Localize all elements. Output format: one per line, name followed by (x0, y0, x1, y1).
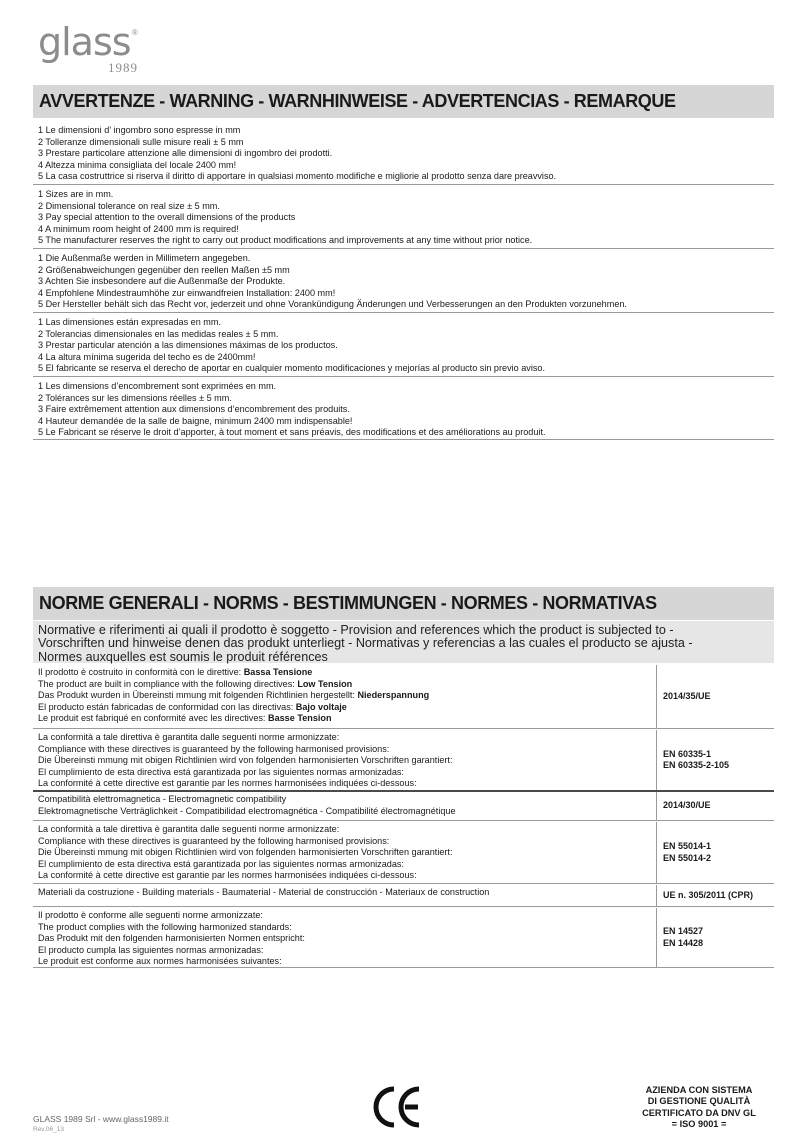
norms-description-cell (33, 665, 656, 728)
norms-line-text: La conformité à cette directive est garantie par les normes harmonisées indiquées ci-dessous: (38, 870, 417, 881)
warning-line: 3 Pay special attention to the overall dimensions of the products (38, 212, 296, 222)
norms-line (38, 702, 656, 714)
norms-line-directive: Bajo voltaje (295, 701, 347, 712)
norms-subtitle-line: Normative e riferimenti ai quali il prodotto è soggetto - Provision and references which the product is subjected to - (38, 623, 674, 637)
norms-line (38, 922, 656, 934)
norms-line (38, 755, 656, 767)
norms-line-text: Elektromagnetische Verträglichkeit - Compatibilidad electromagnética - Compatibilité électromagnétique (38, 805, 456, 816)
norms-line (38, 836, 656, 848)
quality-certification (624, 1085, 774, 1131)
norms-line-directive: Bassa Tensione (243, 667, 313, 677)
brand-logo (38, 20, 148, 75)
norms-table-row (33, 730, 774, 790)
norms-line-text: Il prodotto è costruito in conformità con le direttive: (38, 667, 244, 677)
warning-block (33, 249, 774, 313)
logo-word: glass (38, 20, 131, 64)
norms-table-row (33, 665, 774, 728)
norms-description-cell (33, 730, 656, 790)
warning-line: 5 Le Fabricant se réserve le droit d’apporter, à tout moment et sans préavis, des modifications et des améliorations au produit. (38, 427, 546, 437)
warning-line: 5 Der Hersteller behält sich das Recht vor, jederzeit und ohne Vorankündigung Änderungen und Verbesserungen an den Produkten vorzunehmen. (38, 299, 627, 309)
norms-line (38, 887, 656, 899)
norms-line-text: Compatibilità elettromagnetica - Electromagnetic compatibility (38, 794, 287, 804)
norms-line-text: La conformità a tale direttiva è garantita dalle seguenti norme armonizzate: (38, 732, 340, 742)
norms-title: NORME GENERALI - NORMS - BESTIMMUNGEN - NORMES - NORMATIVAS (33, 587, 774, 620)
warning-line: 3 Prestare particolare attenzione alle dimensioni di ingombro dei prodotti. (38, 148, 333, 158)
warning-line: 1 Las dimensiones están expresadas en mm. (38, 317, 221, 327)
norms-line-text: Il prodotto è conforme alle seguenti norme armonizzate: (38, 910, 263, 920)
norms-line-text: Die Übereinsti mmung mit obigen Richtlinien wird von folgenden harmonisierten Vorschriften garantiert: (38, 755, 453, 766)
warning-line: 3 Achten Sie insbesondere auf die Außenmaße der Produkte. (38, 276, 286, 286)
norms-subtitle-line: Normes auxquelles est soumis le produit références (38, 649, 328, 664)
norms-line-text: Die Übereinsti mmung mit obigen Richtlinien wird von folgenden harmonisierten Vorschriften garantiert: (38, 847, 453, 858)
norms-line (38, 945, 656, 957)
warning-line: 2 Größenabweichungen gegenüber den reellen Maßen ±5 mm (38, 264, 290, 275)
norms-reference: 2014/35/UE (663, 690, 711, 701)
norms-line (38, 933, 656, 945)
certification-line: AZIENDA CON SISTEMA (645, 1085, 753, 1095)
norms-table-row (33, 792, 774, 820)
norms-line-text: The product complies with the following harmonized standards: (38, 921, 292, 932)
norms-line (38, 690, 656, 702)
norms-subtitle (33, 621, 774, 663)
warning-line: 4 Empfohlene Mindestraumhöhe zur einwandfreien Installation: 2400 mm! (38, 287, 336, 298)
logo-registered-mark: ® (132, 28, 138, 37)
norms-line-text: El cumplimiento de esta directiva está garantizada por las siguientes normas armonizadas: (38, 858, 404, 869)
warning-line: 1 Die Außenmaße werden in Millimetern angegeben. (38, 253, 251, 263)
norms-reference-cell (656, 908, 774, 967)
norms-line-text: El producto cumpla las siguientes normas armonizadas: (38, 944, 264, 955)
norms-description-cell (33, 885, 656, 906)
norms-line (38, 847, 656, 859)
certification-line: CERTIFICATO DA DNV GL (642, 1107, 756, 1118)
norms-line (38, 744, 656, 756)
norms-line-text: Le produit est fabriqué en conformité avec les directives: (38, 713, 268, 724)
norms-reference: EN 55014-2 (663, 852, 712, 863)
norms-line-directive: Basse Tension (268, 713, 332, 724)
warning-line: 2 Tolérances sur les dimensions réelles ± 5 mm. (38, 392, 232, 403)
norms-description-cell (33, 908, 656, 967)
norms-description-cell (33, 792, 656, 820)
norms-table-row (33, 885, 774, 906)
norms-line (38, 713, 656, 725)
warning-line: 5 El fabricante se reserva el derecho de aportar en cualquier momento modificaciones y mejorías al producto sin previo aviso. (38, 363, 545, 373)
norms-line (38, 824, 656, 836)
row-divider (33, 820, 774, 821)
norms-line-text: El cumplimiento de esta directiva está garantizada por las siguientes normas armonizadas: (38, 766, 404, 777)
warning-line: 4 A minimum room height of 2400 mm is required! (38, 223, 239, 234)
norms-reference: EN 14527 (663, 926, 704, 936)
norms-line-text: Das Produkt wurden in Übereinsti mmung mit folgenden Richtlinien hergestellt: (38, 690, 358, 701)
norms-line (38, 794, 656, 806)
norms-subtitle-line: Vorschriften und hinweise denen das produkt unterliegt - Normativas y referencias a las cuales el producto se ajusta - (38, 636, 693, 651)
row-divider (33, 906, 774, 907)
warning-block (33, 185, 774, 249)
norms-line (38, 778, 656, 790)
norms-line (38, 806, 656, 818)
norms-line (38, 870, 656, 882)
norms-line (38, 767, 656, 779)
footer-company: GLASS 1989 Srl - www.glass1989.it (33, 1114, 169, 1124)
norms-line-directive: Low Tension (297, 678, 353, 689)
row-divider (33, 967, 774, 968)
warning-block (33, 313, 774, 377)
norms-line (38, 859, 656, 871)
norms-line-text: The product are built in compliance with the following directives: (38, 678, 298, 689)
certification-line: DI GESTIONE QUALITÀ (647, 1096, 751, 1107)
norms-reference: 2014/30/UE (663, 800, 711, 811)
warning-block (33, 377, 774, 440)
warning-line: 4 Altezza minima consigliata del locale 2400 mm! (38, 159, 237, 170)
warnings-title: AVVERTENZE - WARNING - WARNHINWEISE - ADVERTENCIAS - REMARQUE (33, 85, 774, 118)
norms-reference: EN 55014-1 (663, 841, 712, 851)
norms-line (38, 910, 656, 922)
norms-line-text: Le produit est conforme aux normes harmonisées suivantes: (38, 956, 282, 967)
warning-line: 2 Tolerancias dimensionales en las medidas reales ± 5 mm. (38, 328, 279, 339)
norms-line-text: El producto están fabricadas de conformidad con las directivas: (38, 701, 296, 712)
certification-line: = ISO 9001 = (671, 1119, 727, 1130)
ce-mark-icon (372, 1085, 424, 1129)
warning-line: 1 Le dimensioni d’ ingombro sono espresse in mm (38, 125, 241, 135)
warning-block (33, 121, 774, 185)
warning-line: 5 La casa costruttrice si riserva il diritto di apportare in qualsiasi momento modifiche e migliorie al prodotto senza dare preavviso. (38, 171, 557, 181)
norms-reference: EN 60335-2-105 (663, 760, 730, 770)
warning-line: 5 The manufacturer reserves the right to carry out product modifications and improvements at any time without prior notice. (38, 235, 533, 245)
norms-table-row (33, 908, 774, 967)
norms-line-text: Compliance with these directives is guaranteed by the following harmonised provisions: (38, 743, 390, 754)
norms-reference-cell (656, 792, 774, 820)
norms-line-text: La conformità a tale direttiva è garantita dalle seguenti norme armonizzate: (38, 824, 340, 834)
warning-line: 3 Faire extrêmement attention aux dimensions d’encombrement des produits. (38, 404, 350, 414)
norms-reference: EN 60335-1 (663, 748, 712, 759)
norms-line-text: Compliance with these directives is guaranteed by the following harmonised provisions: (38, 835, 390, 846)
warning-line: 2 Dimensional tolerance on real size ± 5 mm. (38, 200, 220, 211)
warning-line: 4 La altura mínima sugerida del techo es de 2400mm! (38, 351, 256, 362)
warning-line: 1 Sizes are in mm. (38, 189, 114, 199)
norms-description-cell (33, 822, 656, 883)
norms-reference-cell (656, 885, 774, 906)
warning-line: 3 Prestar particular atención a las dimensiones máximas de los productos. (38, 340, 338, 350)
norms-line-directive: Niederspannung (357, 690, 430, 701)
norms-reference-cell (656, 730, 774, 790)
norms-line-text: Das Produkt mit den folgenden harmonisierten Normen entspricht: (38, 933, 305, 944)
norms-reference: UE n. 305/2011 (CPR) (663, 889, 754, 900)
norms-line (38, 679, 656, 691)
logo-year: 1989 (108, 60, 138, 75)
footer-revision: Rev.06_13 (33, 1126, 64, 1133)
norms-line (38, 667, 656, 679)
norms-reference-cell (656, 822, 774, 883)
warning-line: 4 Hauteur demandée de la salle de baigne, minimum 2400 mm indispensable! (38, 415, 353, 426)
row-divider (33, 883, 774, 884)
norms-table-row (33, 822, 774, 883)
warning-line: 1 Les dimensions d’encombrement sont exprimées en mm. (38, 381, 277, 391)
norms-reference-cell (656, 665, 774, 728)
norms-reference: EN 14428 (663, 937, 704, 948)
row-divider (33, 728, 774, 729)
norms-line (38, 732, 656, 744)
norms-line-text: La conformité à cette directive est garantie par les normes harmonisées indiquées ci-dessous: (38, 778, 417, 789)
norms-line-text: Materiali da costruzione - Building materials - Baumaterial - Material de construcción - Materiaux de construction (38, 887, 490, 897)
warning-line: 2 Tolleranze dimensionali sulle misure reali ± 5 mm (38, 136, 244, 147)
